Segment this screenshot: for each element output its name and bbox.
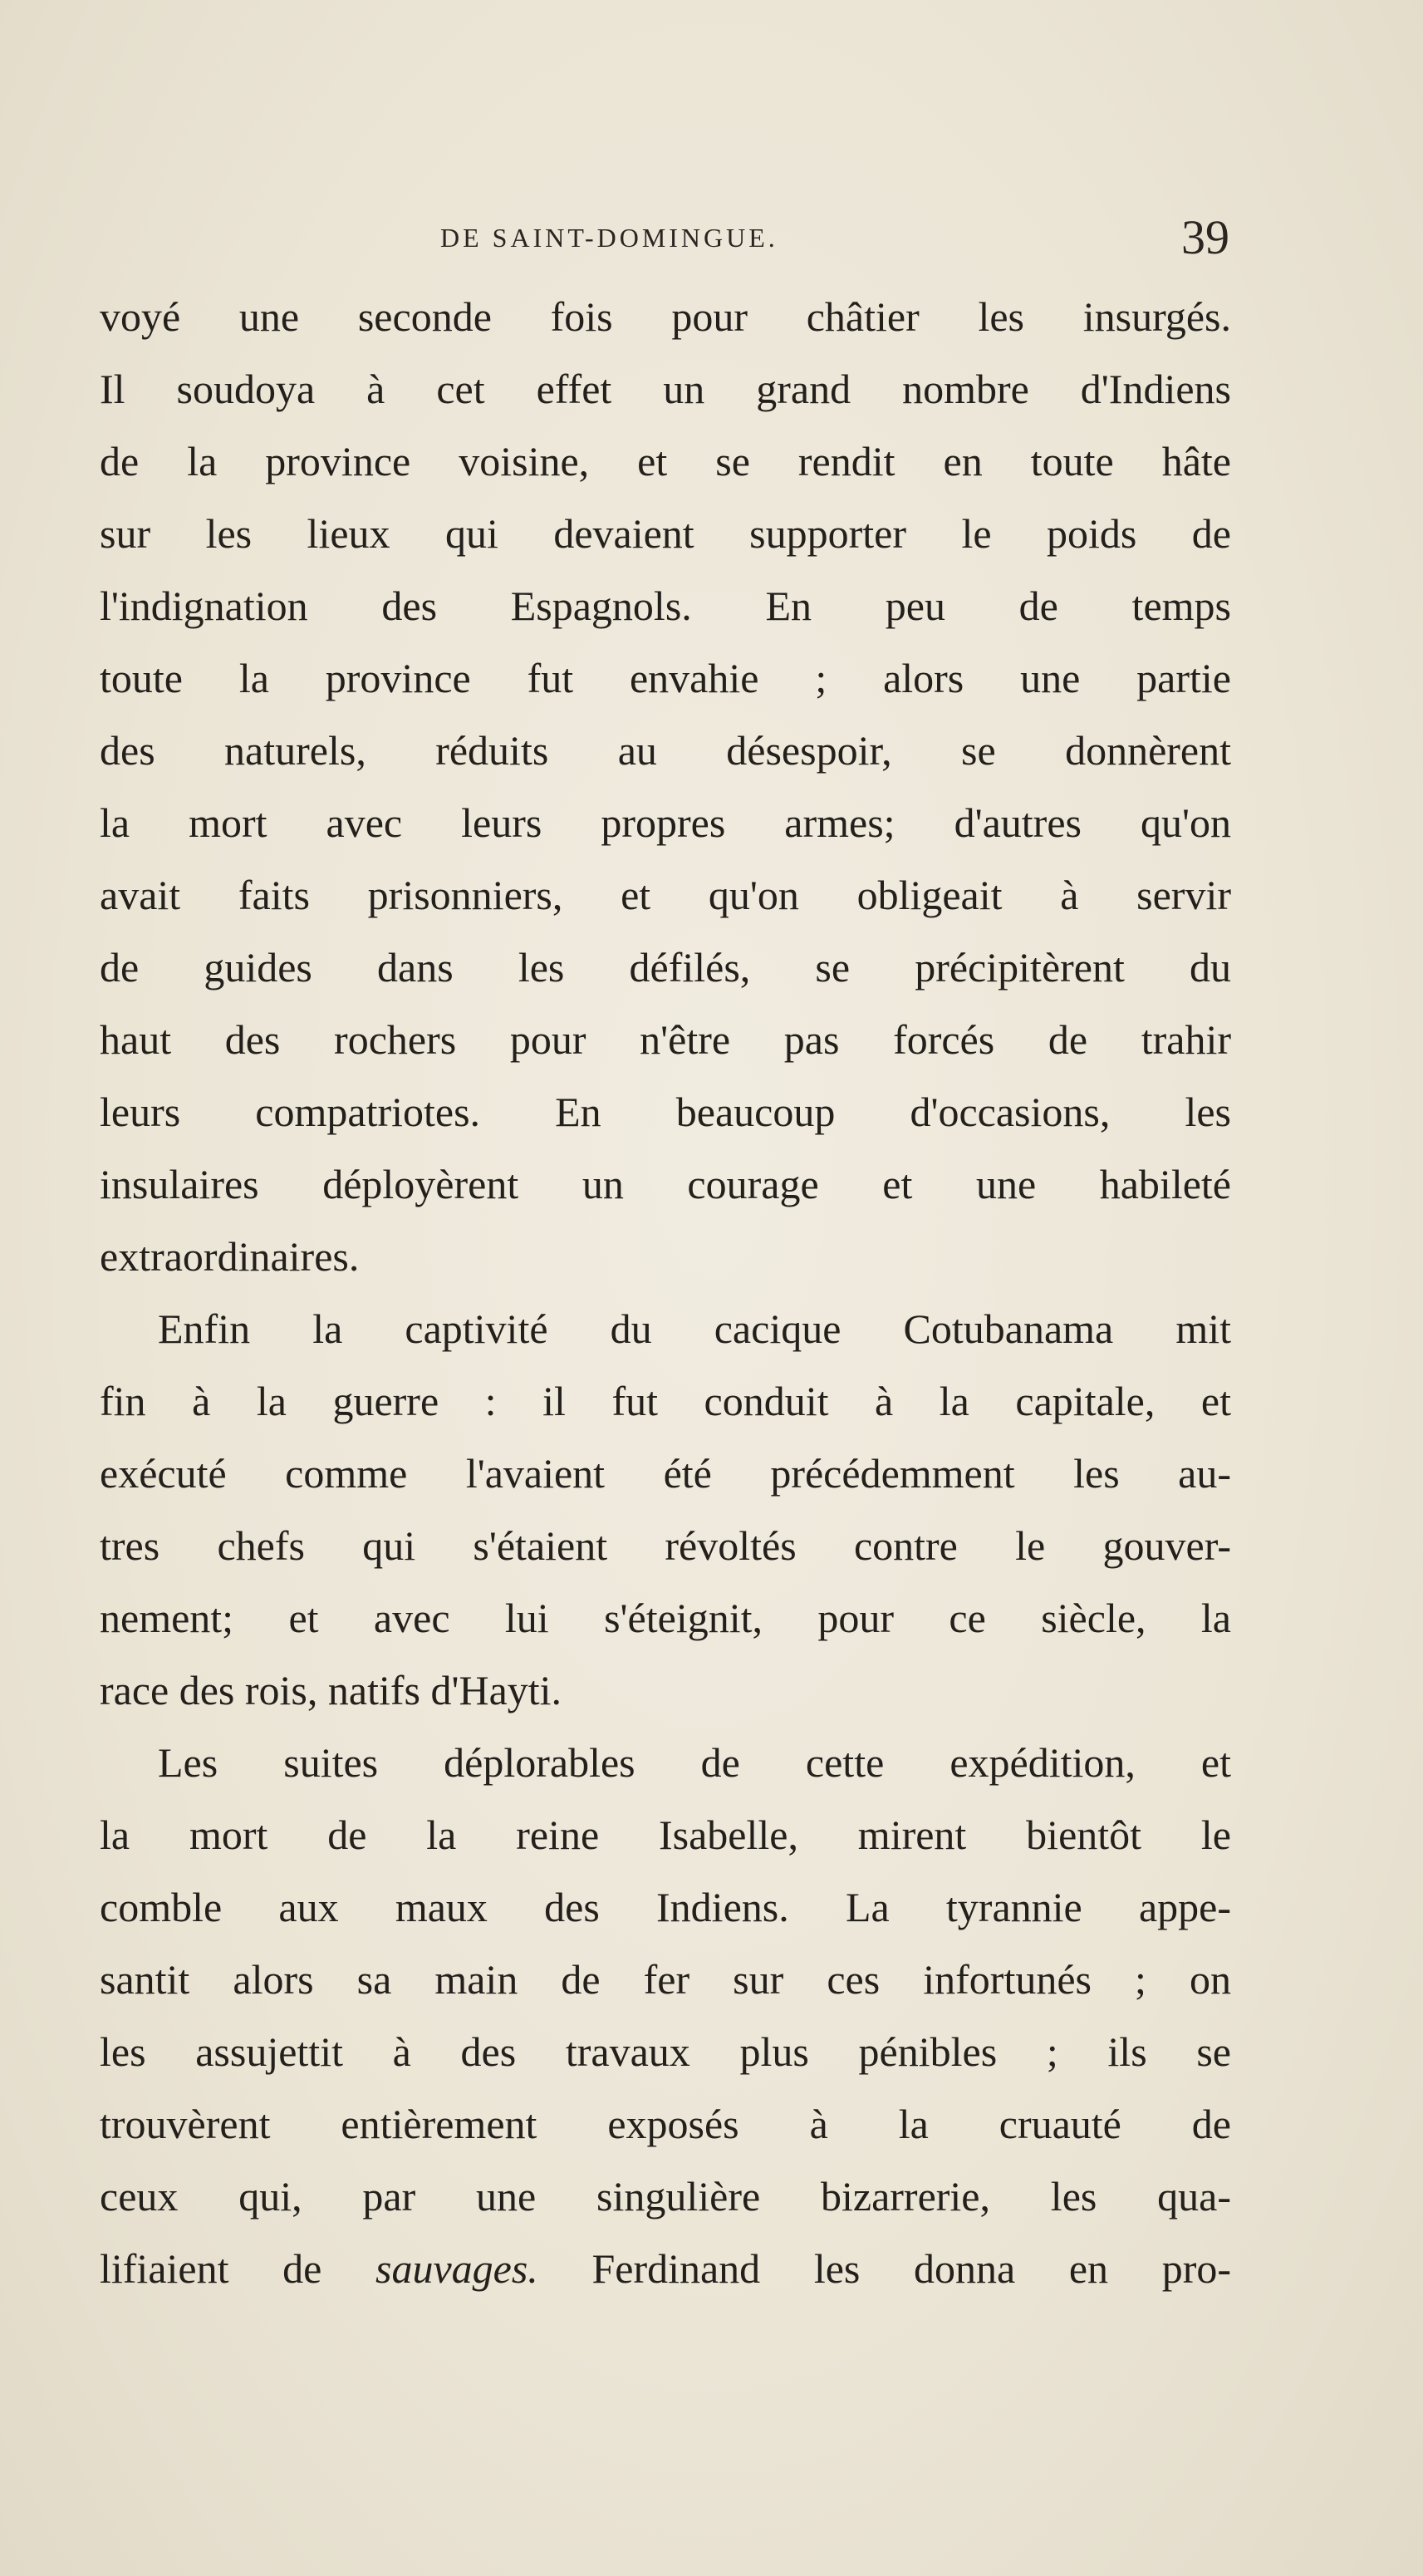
running-title: DE SAINT-DOMINGUE. — [440, 223, 778, 253]
text-line: voyé une seconde fois pour châtier les insurgés. — [100, 293, 1231, 340]
text-line: Les suites déplorables de cette expédition, et — [158, 1739, 1231, 1786]
text-line: avait faits prisonniers, et qu'on obligeait à servir — [100, 872, 1231, 918]
text-line: sur les lieux qui devaient supporter le poids de — [100, 510, 1231, 557]
text-line: toute la province fut envahie ; alors une partie — [100, 655, 1231, 701]
page-number: 39 — [1181, 210, 1229, 264]
text-line: la mort de la reine Isabelle, mirent bientôt le — [100, 1812, 1231, 1858]
text-line: haut des rochers pour n'être pas forcés de trahir — [100, 1016, 1231, 1063]
text-line: insulaires déployèrent un courage et une habileté — [100, 1161, 1231, 1207]
text-line: Il soudoya à cet effet un grand nombre d'Indiens — [100, 366, 1231, 412]
text-fragment: Ferdinand les donna en pro- — [537, 2245, 1231, 2292]
text-line: leurs compatriotes. En beaucoup d'occasions, les — [100, 1089, 1231, 1135]
text-line: la mort avec leurs propres armes; d'autres qu'on — [100, 799, 1231, 846]
text-line: Enfin la captivité du cacique Cotubanama mit — [158, 1305, 1231, 1352]
text-line: de la province voisine, et se rendit en toute hâte — [100, 438, 1231, 484]
text-line: de guides dans les défilés, se précipitèrent du — [100, 944, 1231, 991]
text-fragment: lifiaient de — [100, 2245, 375, 2292]
text-line: santit alors sa main de fer sur ces infortunés ; on — [100, 1956, 1231, 2003]
text-line: comble aux maux des Indiens. La tyrannie appe- — [100, 1884, 1231, 1930]
text-line: nement; et avec lui s'éteignit, pour ce siècle, la — [100, 1595, 1231, 1641]
text-line: tres chefs qui s'étaient révoltés contre le gouver- — [100, 1522, 1231, 1569]
text-line: trouvèrent entièrement exposés à la cruauté de — [100, 2101, 1231, 2147]
text-line: race des rois, natifs d'Hayti. — [100, 1667, 562, 1713]
text-line: des naturels, réduits au désespoir, se donnèrent — [100, 727, 1231, 774]
text-line: extraordinaires. — [100, 1233, 360, 1280]
text-line: l'indignation des Espagnols. En peu de temps — [100, 583, 1231, 629]
text-line: ceux qui, par une singulière bizarrerie, les qua- — [100, 2173, 1231, 2220]
text-line: fin à la guerre : il fut conduit à la capitale, et — [100, 1378, 1231, 1424]
text-line: exécuté comme l'avaient été précédemment les au- — [100, 1450, 1231, 1497]
running-head — [100, 210, 1229, 273]
text-line-final — [100, 2233, 1231, 2305]
text-line: les assujettit à des travaux plus pénibles ; ils se — [100, 2028, 1231, 2075]
body-text — [100, 281, 1231, 2305]
italic-word: sauvages. — [375, 2245, 538, 2292]
